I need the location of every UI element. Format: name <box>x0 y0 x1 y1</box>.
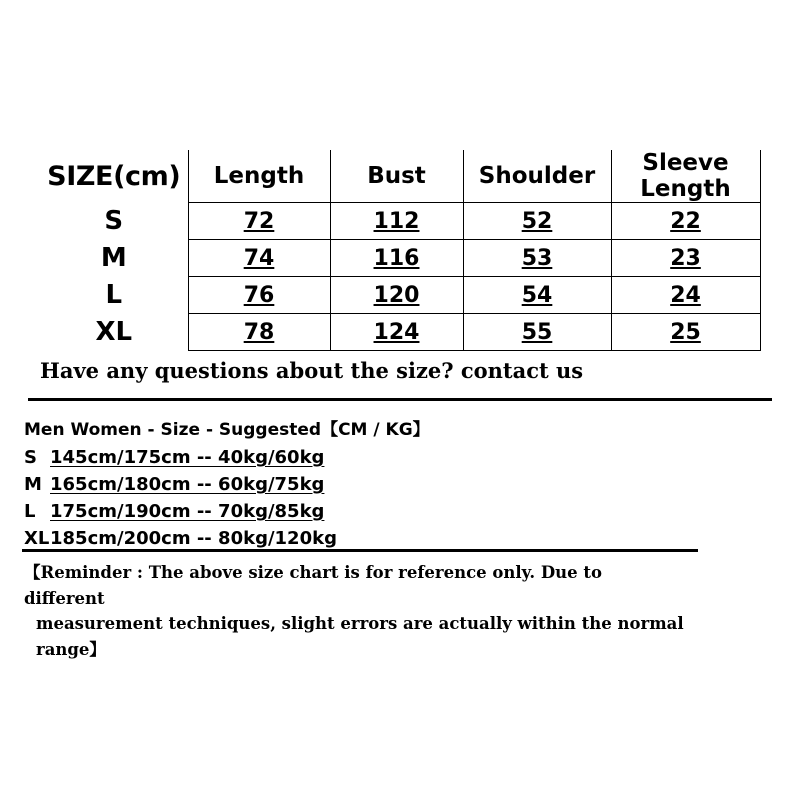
table-row <box>40 240 760 277</box>
value-m-length: 74 <box>243 245 275 271</box>
row-label-m: M <box>100 243 127 273</box>
suggested-row-m <box>24 474 764 495</box>
value-l-shoulder: 54 <box>521 282 553 308</box>
suggested-row-xl <box>24 528 764 549</box>
table-row <box>40 277 760 314</box>
value-m-sleeve: 23 <box>670 245 701 271</box>
column-header-bust: Bust <box>330 150 463 203</box>
suggested-row-l <box>24 501 764 522</box>
suggested-size-title: Men Women - Size - Suggested【CM / KG】 <box>24 420 430 440</box>
size-table-container <box>40 150 760 351</box>
table-row <box>40 314 760 351</box>
cell-s-sleeve <box>611 203 760 240</box>
row-label-l: L <box>105 280 123 310</box>
value-s-sleeve: 22 <box>670 208 701 234</box>
suggested-size-label-l: L <box>24 501 36 522</box>
value-s-shoulder: 52 <box>521 208 553 234</box>
divider-top <box>28 398 772 401</box>
column-header-sleeve-length: Sleeve Length <box>611 150 760 203</box>
value-xl-shoulder: 55 <box>521 319 553 345</box>
cell-xl-sleeve <box>611 314 760 351</box>
cell-s-bust <box>330 203 463 240</box>
value-l-bust: 120 <box>373 282 420 308</box>
value-m-bust: 116 <box>373 245 420 271</box>
reminder-line-2: measurement techniques, slight errors are actually within the normal range】 <box>36 614 684 659</box>
column-header-length: Length <box>188 150 330 203</box>
cell-xl-shoulder <box>463 314 611 351</box>
reminder-line-1: 【Reminder : The above size chart is for reference only. Due to different <box>24 563 603 608</box>
cell-m-sleeve <box>611 240 760 277</box>
suggested-size-label-s: S <box>24 447 37 468</box>
cell-s-shoulder <box>463 203 611 240</box>
cell-s-length <box>188 203 330 240</box>
cell-xl-bust <box>330 314 463 351</box>
cell-l-shoulder <box>463 277 611 314</box>
cell-xl-length <box>188 314 330 351</box>
suggested-detail-s: 145cm/175cm -- 40kg/60kg <box>50 447 325 468</box>
table-header-row <box>40 150 760 203</box>
value-s-length: 72 <box>243 208 275 234</box>
suggested-row-s <box>24 447 764 468</box>
value-l-sleeve: 24 <box>670 282 701 308</box>
value-xl-length: 78 <box>243 319 275 345</box>
suggested-size-label-m: M <box>24 474 42 495</box>
cell-m-bust <box>330 240 463 277</box>
column-header-shoulder: Shoulder <box>463 150 611 203</box>
reminder-note <box>24 560 684 662</box>
suggested-detail-l: 175cm/190cm -- 70kg/85kg <box>50 501 325 522</box>
size-table <box>40 150 761 351</box>
table-row <box>40 203 760 240</box>
value-xl-bust: 124 <box>373 319 420 345</box>
row-label-s: S <box>104 206 124 236</box>
row-label-xl: XL <box>95 317 133 347</box>
cell-m-length <box>188 240 330 277</box>
cell-m-shoulder <box>463 240 611 277</box>
suggested-size-block <box>24 415 764 555</box>
value-s-bust: 112 <box>373 208 420 234</box>
cell-l-sleeve <box>611 277 760 314</box>
column-header-size: SIZE(cm) <box>47 160 181 192</box>
suggested-size-label-xl: XL <box>24 528 50 549</box>
value-m-shoulder: 53 <box>521 245 553 271</box>
suggested-detail-xl: 185cm/200cm -- 80kg/120kg <box>50 528 337 549</box>
suggested-detail-m: 165cm/180cm -- 60kg/75kg <box>50 474 325 495</box>
divider-bottom <box>22 549 698 552</box>
value-xl-sleeve: 25 <box>670 319 701 345</box>
contact-question-text: Have any questions about the size? contact us <box>40 358 584 383</box>
cell-l-bust <box>330 277 463 314</box>
cell-l-length <box>188 277 330 314</box>
value-l-length: 76 <box>243 282 275 308</box>
